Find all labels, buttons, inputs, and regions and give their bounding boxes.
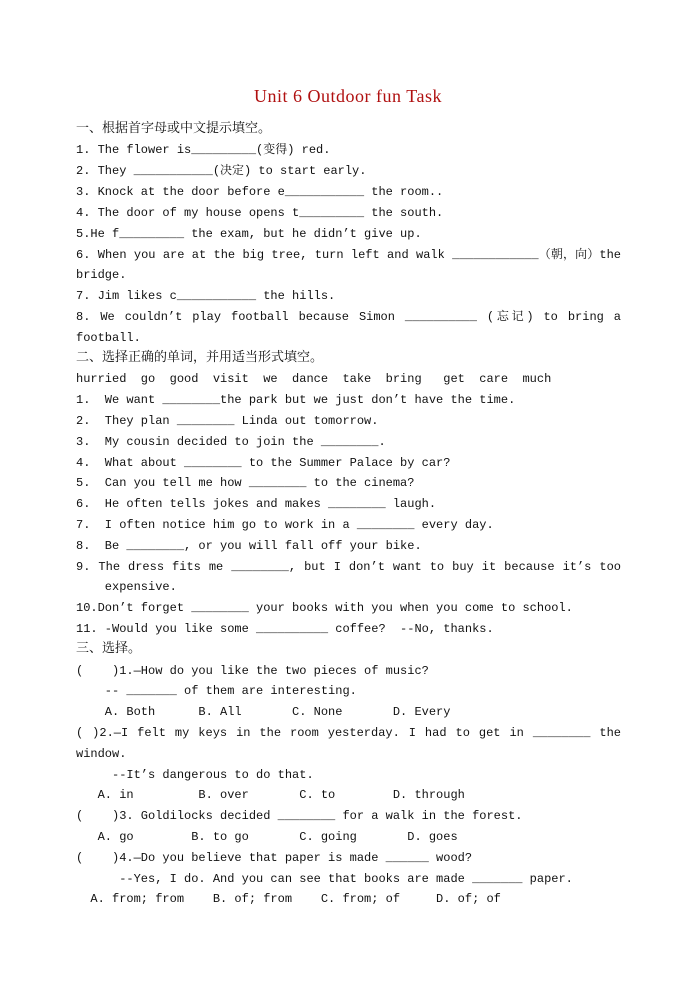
s1-question-2: 2. They ___________(决定) to start early. — [76, 164, 367, 178]
s3-question-2: ( )2.—I felt my keys in the room yesterday. I had to get in ________ the — [76, 726, 621, 740]
word-bank: hurried go good visit we dance take bring get care much — [76, 372, 552, 386]
section-2-heading: 二、选择正确的单词，并用适当形式填空。 — [76, 350, 324, 365]
s1-question-3: 3. Knock at the door before e___________ the room.. — [76, 185, 444, 199]
section-3-heading: 三、选择。 — [76, 641, 142, 656]
s3-question-2-cont: window. — [76, 747, 127, 761]
s2-question-2: 2. They plan ________ Linda out tomorrow. — [76, 414, 379, 428]
s3-question-2-reply: --It’s dangerous to do that. — [76, 768, 314, 782]
s2-question-11: 11. -Would you like some __________ coffee? --No, thanks. — [76, 622, 494, 636]
s2-question-9-cont: expensive. — [76, 580, 177, 594]
s1-question-8-cont: football. — [76, 331, 141, 345]
s1-question-7: 7. Jim likes c___________ the hills. — [76, 289, 336, 303]
s1-question-6: 6. When you are at the big tree, turn left and walk ____________（朝，向）the — [76, 248, 621, 262]
s3-question-4-options: A. from; from B. of; from C. from; of D. of; of — [76, 892, 501, 906]
s1-question-4: 4. The door of my house opens t_________ the south. — [76, 206, 444, 220]
s3-question-1: ( )1.—How do you like the two pieces of music? — [76, 664, 429, 678]
s3-question-1-options: A. Both B. All C. None D. Every — [76, 705, 451, 719]
s2-question-8: 8. Be ________, or you will fall off your bike. — [76, 539, 422, 553]
s1-question-5: 5.He f_________ the exam, but he didn’t give up. — [76, 227, 422, 241]
s2-question-4: 4. What about ________ to the Summer Palace by car? — [76, 456, 451, 470]
s2-question-5: 5. Can you tell me how ________ to the cinema? — [76, 476, 415, 490]
s2-question-9: 9. The dress fits me ________, but I don’t want to buy it because it’s too — [76, 560, 621, 574]
s3-question-4-reply: --Yes, I do. And you can see that books are made _______ paper. — [76, 872, 573, 886]
s1-question-8: 8. We couldn’t play football because Simon __________ (忘记) to bring a — [76, 310, 621, 324]
s1-question-6-cont: bridge. — [76, 268, 127, 282]
s3-question-1-reply: -- _______ of them are interesting. — [76, 684, 357, 698]
s2-question-7: 7. I often notice him go to work in a ________ every day. — [76, 518, 494, 532]
s3-question-3-options: A. go B. to go C. going D. goes — [76, 830, 458, 844]
s2-question-10: 10.Don’t forget ________ your books with you when you come to school. — [76, 601, 573, 615]
s1-question-1: 1. The flower is_________(变得) red. — [76, 143, 331, 157]
s3-question-4: ( )4.—Do you believe that paper is made ______ wood? — [76, 851, 473, 865]
section-1-heading: 一、根据首字母或中文提示填空。 — [76, 121, 272, 136]
s3-question-2-options: A. in B. over C. to D. through — [76, 788, 465, 802]
s2-question-6: 6. He often tells jokes and makes ________ laugh. — [76, 497, 437, 511]
page-title: Unit 6 Outdoor fun Task — [254, 86, 442, 106]
s3-question-3: ( )3. Goldilocks decided ________ for a walk in the forest. — [76, 809, 523, 823]
s2-question-1: 1. We want ________the park but we just don’t have the time. — [76, 393, 516, 407]
s2-question-3: 3. My cousin decided to join the ________. — [76, 435, 386, 449]
